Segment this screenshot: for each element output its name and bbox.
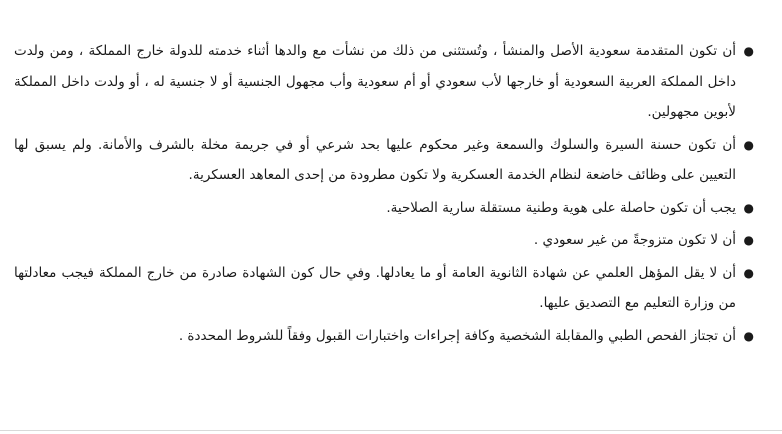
condition-text: يجب أن تكون حاصلة على هوية وطنية مستقلة سارية الصلاحية. xyxy=(386,199,736,216)
bullet-icon: ● xyxy=(743,200,754,215)
conditions-section xyxy=(14,36,754,353)
condition-text: أن تجتاز الفحص الطبي والمقابلة الشخصية وكافة إجراءات واختبارات القبول وفقاً للشروط المحددة . xyxy=(178,327,736,344)
list-item xyxy=(14,130,754,191)
list-item xyxy=(14,36,754,128)
bullet-icon: ● xyxy=(743,137,754,152)
bullet-icon: ● xyxy=(743,265,754,280)
condition-text: أن لا تكون متزوجةً من غير سعودي . xyxy=(533,232,736,248)
list-item xyxy=(14,321,754,352)
list-item xyxy=(14,258,754,319)
bottom-divider xyxy=(0,430,782,431)
condition-text: أن تكون حسنة السيرة والسلوك والسمعة وغير محكوم عليها بحد شرعي أو في جريمة مخلة بالشرف والأمانة. ولم يسبق لها التعيين على وظائف خاضعة لنظام الخدمة العسكرية ولا تكون مطرودة من إحدى المعاهد العسكرية. xyxy=(14,136,736,183)
bullet-icon: ● xyxy=(743,328,754,343)
bullet-icon: ● xyxy=(743,233,754,247)
condition-text: أن تكون المتقدمة سعودية الأصل والمنشأ ، وتُستثنى من ذلك من نشأت مع والدها أثناء خدمته للدولة خارج المملكة ، ومن ولدت داخل المملكة العربية السعودية أو خارجها لأب سعودي أو أم سعودية وأب مجهول الجنسية أو لا جنسية له ، أو ولدت داخل المملكة لأبوين مجهولين. xyxy=(14,43,736,120)
list-item xyxy=(14,193,754,224)
list-item xyxy=(14,225,754,256)
condition-text: أن لا يقل المؤهل العلمي عن شهادة الثانوية العامة أو ما يعادلها. وفي حال كون الشهادة صادرة من خارج المملكة فيجب معادلتها من وزارة التعليم مع التصديق عليها. xyxy=(14,264,736,311)
bullet-icon: ● xyxy=(743,44,754,58)
conditions-list xyxy=(14,36,754,351)
